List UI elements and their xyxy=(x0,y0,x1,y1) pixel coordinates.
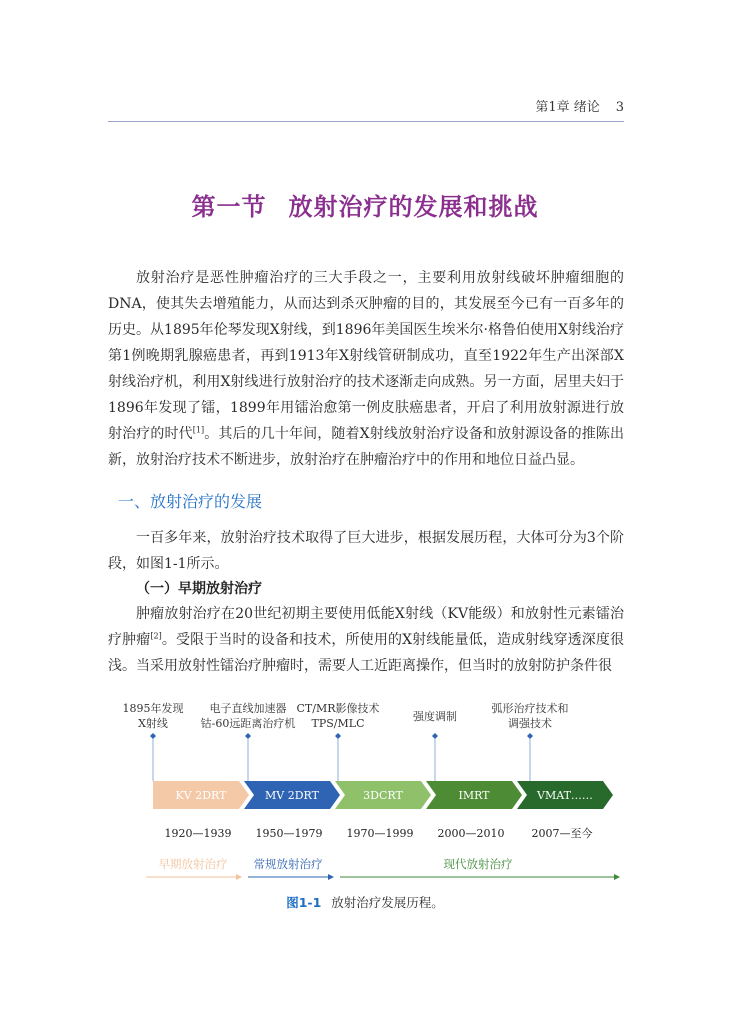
milestone-marker xyxy=(432,733,438,739)
figure-label: 图1-1 xyxy=(286,895,322,910)
stage-label: IMRT xyxy=(458,789,490,802)
stage-years: 1970—1999 xyxy=(346,827,414,840)
citation-2: [2] xyxy=(150,631,162,641)
stage-label: KV 2DRT xyxy=(175,789,227,802)
paragraph-early xyxy=(108,601,624,679)
milestone-label: 强度调制 xyxy=(413,710,457,723)
stage-label: VMAT…… xyxy=(537,789,593,802)
paragraph-early-tail: 。受限于当时的设备和技术，所使用的X射线能量低，造成射线穿透深度很浅。当采用放射性镭治疗肿瘤时，需要人工近距离操作，但当时的放射防护条件很 xyxy=(108,632,624,674)
milestone-label: CT/MR影像技术 xyxy=(296,702,380,715)
phase-label: 常规放射治疗 xyxy=(253,857,323,871)
milestone-label: 电子直线加速器 xyxy=(209,702,287,715)
paragraph-intro-text: 放射治疗是恶性肿瘤治疗的三大手段之一，主要利用放射线破坏肿瘤细胞的DNA，使其失去增殖能力，从而达到杀灭肿瘤的目的，其发展至今已有一百多年的历史。从1895年伦琴发现X射线，到1896年美国医生埃米尔·格鲁伯使用X射线治疗第1例晚期乳腺癌患者，再到1913年X射线管研制成功，直至1922年生产出深部X射线治疗机，利用X射线进行放射治疗的技术逐渐走向成熟。另一方面，居里夫妇于1896年发现了镭，1899年用镭治愈第一例皮肤癌患者，开启了利用放射源进行放射治疗的时代 xyxy=(108,270,624,442)
milestone-label: TPS/MLC xyxy=(311,717,365,730)
stage-label: 3DCRT xyxy=(363,789,403,802)
figure-caption-text: 放射治疗发展历程。 xyxy=(331,895,444,910)
paragraph-intro xyxy=(108,265,624,473)
section-title-text: 放射治疗的发展和挑战 xyxy=(288,192,539,221)
figure-caption xyxy=(0,893,730,911)
paragraph-overview xyxy=(108,525,624,577)
section-title xyxy=(0,187,730,222)
timeline-figure xyxy=(108,695,628,895)
header-rule xyxy=(108,121,624,122)
milestone-marker xyxy=(150,733,156,739)
phase-label: 现代放射治疗 xyxy=(443,857,513,871)
paragraph-early-text: 肿瘤放射治疗在20世纪初期主要使用低能X射线（KV能级）和放射性元素镭治疗肿瘤 xyxy=(108,606,624,648)
milestone-label: X射线 xyxy=(138,717,168,730)
milestone-marker xyxy=(527,733,533,739)
milestone-marker xyxy=(245,733,251,739)
milestone-label: 钴-60远距离治疗机 xyxy=(200,717,296,730)
running-header xyxy=(108,96,624,116)
milestone-label: 1895年发现 xyxy=(122,702,184,715)
phase-arrow-head xyxy=(614,874,620,880)
section-number: 第一节 xyxy=(191,192,267,221)
milestone-label: 调强技术 xyxy=(508,717,552,730)
stage-label: MV 2DRT xyxy=(265,789,319,802)
milestone-marker xyxy=(335,733,341,739)
phase-label: 早期放射治疗 xyxy=(158,857,228,871)
stage-years: 2007—至今 xyxy=(531,827,593,840)
phase-arrow-head xyxy=(328,874,334,880)
stage-years: 2000—2010 xyxy=(437,827,505,840)
subheading: 一、放射治疗的发展 xyxy=(118,492,263,511)
citation-1: [1] xyxy=(192,425,205,435)
paragraph-overview-text: 一百多年来，放射治疗技术取得了巨大进步，根据发展历程，大体可分为3个阶段，如图1-1所示。 xyxy=(108,530,624,572)
subsubheading: （一）早期放射治疗 xyxy=(136,581,262,597)
page-number: 3 xyxy=(615,100,624,115)
paragraph-intro-tail: 。其后的几十年间，随着X射线放射治疗设备和放射源设备的推陈出新，放射治疗技术不断进步，放射治疗在肿瘤治疗中的作用和地位日益凸显。 xyxy=(108,426,624,468)
milestone-label: 弧形治疗技术和 xyxy=(491,702,569,715)
stage-years: 1920—1939 xyxy=(164,827,232,840)
chapter-title: 第1章 绪论 xyxy=(535,100,600,115)
phase-arrow-head xyxy=(236,874,242,880)
stage-years: 1950—1979 xyxy=(255,827,323,840)
